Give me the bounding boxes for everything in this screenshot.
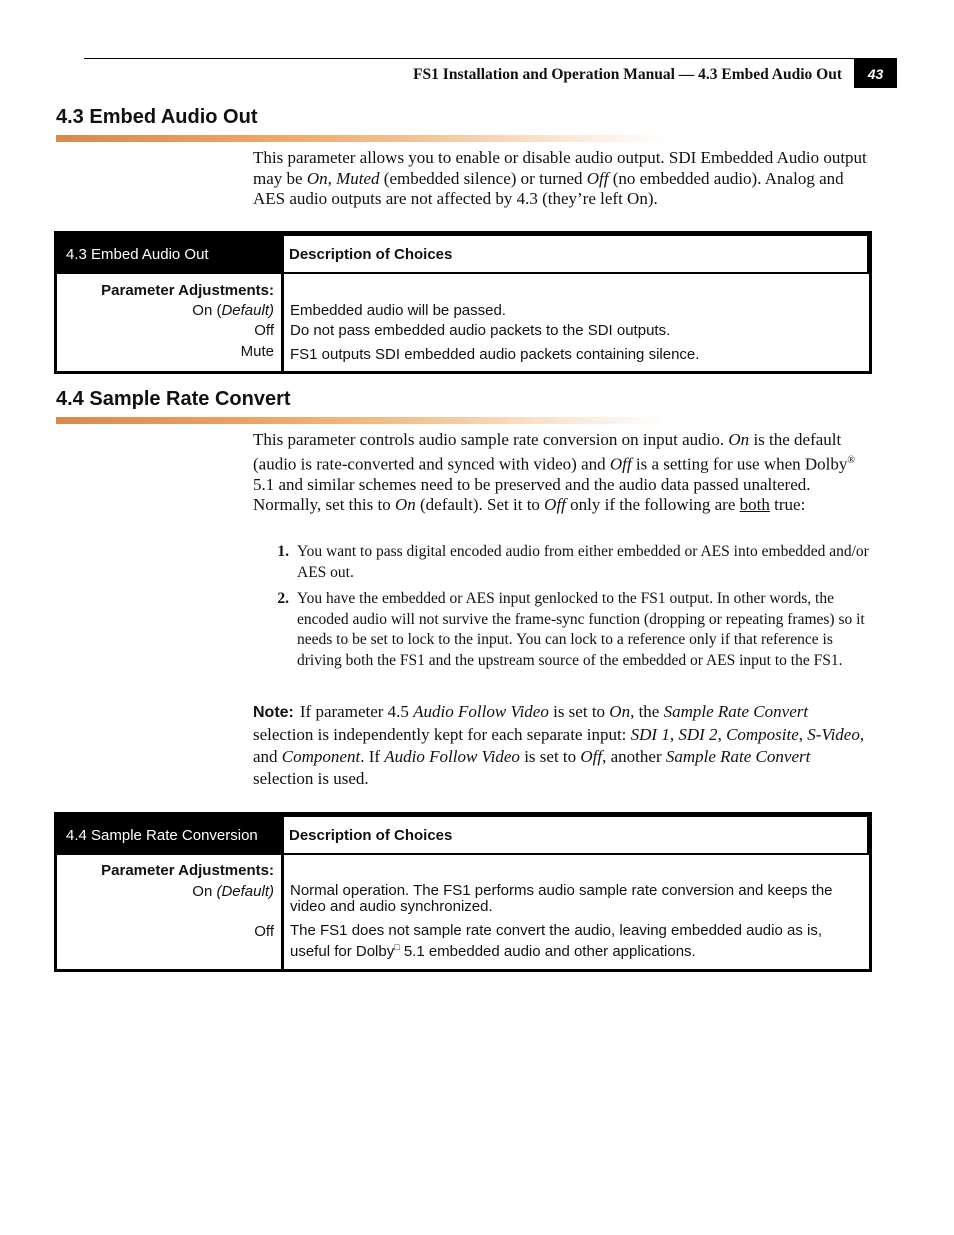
description-on: Normal operation. The FS1 performs audio sample rate conversion and keeps the video and audio synchronized. xyxy=(290,882,833,915)
list-item xyxy=(253,542,869,583)
list-item-text: You want to pass digital encoded audio from either embedded or AES into embedded and/or AES out. xyxy=(297,543,869,581)
table-header-description: Description of Choices xyxy=(284,817,867,853)
option-on-default: On (Default) xyxy=(192,883,274,900)
note-label: Note: xyxy=(253,704,294,721)
table-header-parameter-name: 4.4 Sample Rate Conversion xyxy=(57,815,281,855)
section-heading-embed-audio-out: 4.3 Embed Audio Out xyxy=(56,106,258,128)
running-header-title: FS1 Installation and Operation Manual — 4.3 Embed Audio Out xyxy=(413,66,842,83)
option-off: Off xyxy=(254,322,274,339)
list-item-number: 2. xyxy=(277,590,289,607)
parameter-adjustments-label: Parameter Adjustments: xyxy=(101,282,274,299)
embed-audio-intro-paragraph: This parameter allows you to enable or disable audio output. SDI Embedded Audio output may be On, Muted (embedded silence) or turned Off (no embedded audio). Analog and AES audio outputs are not affected by 4.3 (they’re left On). xyxy=(253,148,867,208)
description-mute: FS1 outputs SDI embedded audio packets containing silence. xyxy=(290,346,700,363)
description-off: Do not pass embedded audio packets to the SDI outputs. xyxy=(290,322,671,339)
note-paragraph: Note: If parameter 4.5 Audio Follow Video is set to On, the Sample Rate Convert selection is independently kept for each separate input: SDI 1, SDI 2, Composite, S-Video, and Component. If Audio Follow Video is set to Off, another Sample Rate Convert selection is used. xyxy=(253,702,865,788)
parameter-adjustments-cell xyxy=(57,274,281,371)
option-mute: Mute xyxy=(240,343,274,360)
description-on: Embedded audio will be passed. xyxy=(290,302,506,319)
conditions-numbered-list xyxy=(253,542,869,677)
list-item-number: 1. xyxy=(277,543,289,560)
parameter-adjustments-label: Parameter Adjustments: xyxy=(101,862,274,879)
description-cell xyxy=(284,855,869,969)
page-number: 43 xyxy=(854,59,897,88)
embed-audio-parameter-table xyxy=(54,231,872,374)
list-item xyxy=(253,589,869,671)
table-header-parameter-name: 4.3 Embed Audio Out xyxy=(57,234,281,274)
sample-rate-parameter-table xyxy=(54,812,872,972)
option-on-default: On (Default) xyxy=(192,302,274,319)
description-cell xyxy=(284,274,869,371)
section-heading-sample-rate-convert: 4.4 Sample Rate Convert xyxy=(56,388,291,410)
header-rule xyxy=(84,58,897,59)
table-header-description: Description of Choices xyxy=(284,236,867,272)
description-off: The FS1 does not sample rate convert the audio, leaving embedded audio as is, useful for Dolby□ 5.1 embedded audio and other applications. xyxy=(290,922,822,960)
parameter-adjustments-cell xyxy=(57,855,281,969)
list-item-text: You have the embedded or AES input genlocked to the FS1 output. In other words, the encoded audio will not survive the frame-sync function (dropping or repeating frames) so it needs to be set to lock to the input. You can lock to a reference only if that reference is driving both the FS1 and the upstream source of the embedded or AES input to the FS1. xyxy=(297,590,865,669)
section-heading-underline xyxy=(56,135,668,142)
option-off: Off xyxy=(254,923,274,940)
section-heading-underline xyxy=(56,417,668,424)
sample-rate-intro-paragraph: This parameter controls audio sample rate conversion on input audio. On is the default (audio is rate-converted and synced with video) and Off is a setting for use when Dolby® 5.1 and similar schemes need to be preserved and the audio data passed unaltered. Normally, set this to On (default). Set it to Off only if the following are both true: xyxy=(253,430,856,515)
